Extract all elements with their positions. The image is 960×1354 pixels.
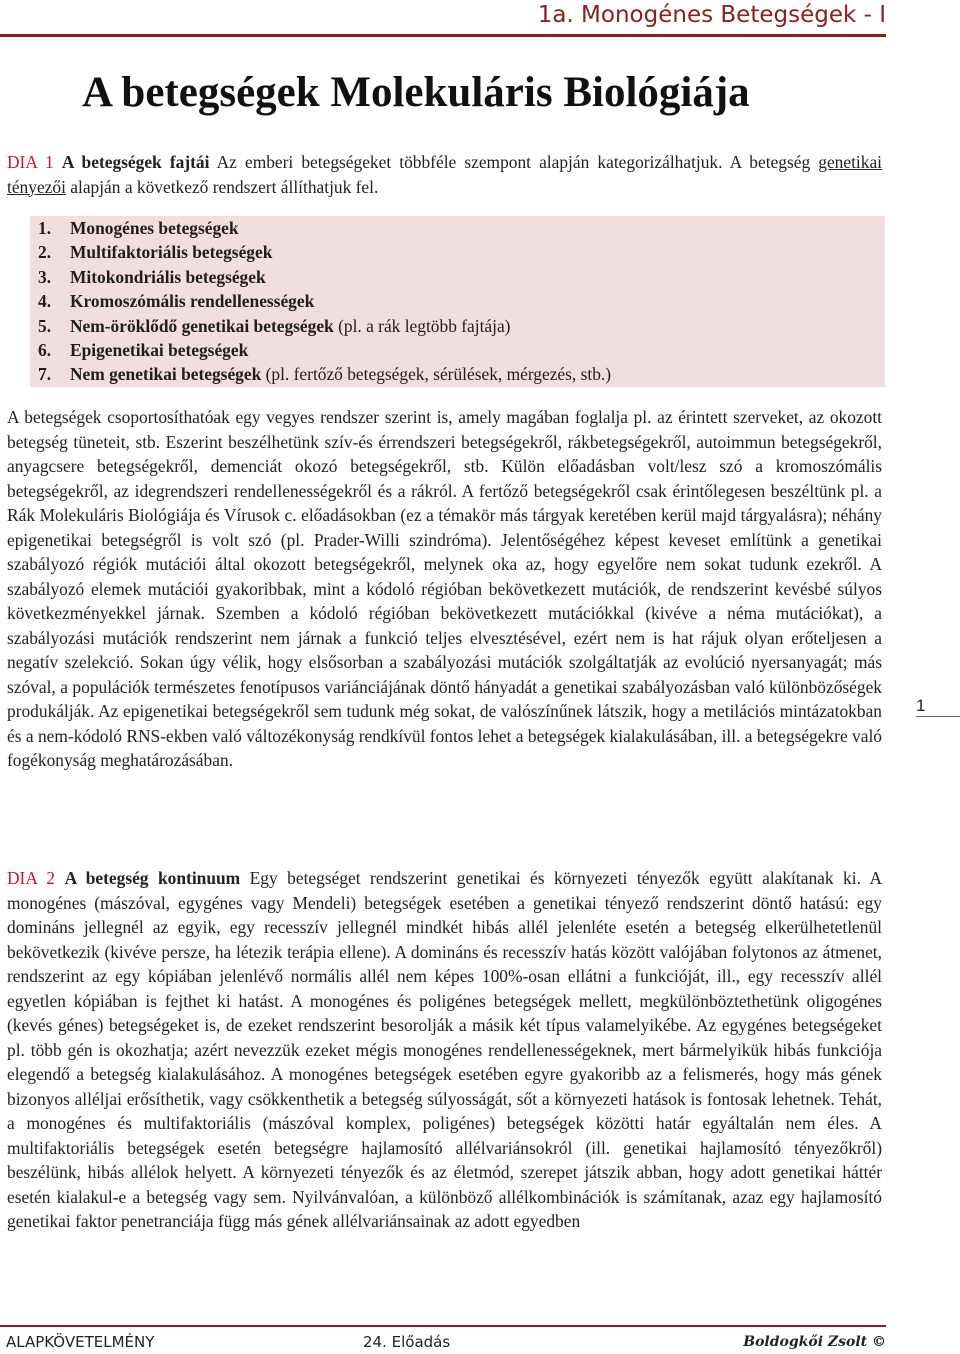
- list-item-number: 3.: [38, 266, 52, 287]
- list-item: [30, 289, 885, 313]
- list-item-number: 7.: [38, 364, 52, 385]
- list-item-name: Monogénes betegségek: [70, 218, 239, 238]
- list-item: [30, 240, 885, 264]
- running-header: [0, 0, 886, 37]
- list-item-name: Epigenetikai betegségek: [70, 340, 249, 361]
- dia1-label: DIA 1: [7, 152, 54, 172]
- list-item-number: 1.: [38, 218, 52, 238]
- page-number: 1: [916, 696, 926, 715]
- footer-author: Boldogkői Zsolt ©: [743, 1334, 886, 1350]
- list-item-name: Nem-öröklődő genetikai betegségek: [70, 315, 334, 336]
- dia2-heading: A betegség kontinuum: [64, 868, 241, 888]
- dia1-intro: [7, 150, 882, 199]
- running-title: 1a. Monogénes Betegségek - I: [537, 2, 886, 28]
- list-item: [30, 314, 885, 338]
- dia2-label: DIA 2: [7, 868, 56, 888]
- list-item-number: 6.: [38, 340, 52, 361]
- list-item: [30, 216, 885, 240]
- body-paragraph-1: A betegségek csoportosíthatóak egy vegyes rendszer szerint is, amely magában foglalja pl. az érintett szerveket, az okozott betegség tüneteit, stb. Eszerint beszélhetünk szív-és érrendszeri betegségekről, rákbetegségekről, autoimmun betegségekről, anyagcsere betegségekről, demenciát okozó betegségekről, stb. Külön előadásban volt/lesz szó a kromoszómális betegségekről, az idegrendszeri rendellenességekről és a rákról. A fertőző betegségekről csak érintőlegesen beszéltünk pl. a Rák Molekuláris Biológiája és Vírusok c. előadásokban (ez a témakör más tárgyak keretében kerül majd tárgyalásra); néhány epigenetikai betegségről is volt szó (pl. Prader-Willi szindróma). Jelentőségéhez képest keveset említünk a genetikai szabályozó régiók mutációi által okozott betegségekről, melynek oka az, hogy egyelőre nem sokat tudunk ezekről. A szabályozó elemek mutációi gyakoribbak, mint a kódoló régióban bekövetkezett mutációk, de rendszerint kevésbé súlyos következményekkel járnak. Szemben a kódoló régióban bekövetkezett mutációkkal (kivéve a néma mutációkat), a szabályozási mutációk rendszerint nem járnak a funkció teljes elvesztésével, ezért nem is hat rájuk olyan erőteljesen a negatív szelekció. Sokan úgy vélik, hogy elsősorban a szabályozási mutációk szolgáltatják az evolúció nyersanyagát; más szóval, a populációk természetes fenotípusos variánciájának döntő hányadát a genetikai szabályozásban való különbözőségek produkálják. Az epigenetikai betegségekről sem tudunk még sokat, de valószínűnek látszik, hogy a metilációs mintázatokban és a nem-kódoló RNS-ekben való változékonyság rendkívül fontos lehet a betegségek kialakulásában, ill. a betegségekre való fogékonyság meghatározásában.: [7, 407, 882, 770]
- category-list: [30, 216, 885, 387]
- page-number-rule: [916, 716, 960, 717]
- footer-left: ALAPKÖVETELMÉNY: [6, 1333, 155, 1351]
- list-item-number: 5.: [38, 315, 52, 336]
- list-item-note: (pl. a rák legtöbb fajtája): [338, 315, 511, 336]
- page-footer: [0, 1325, 886, 1354]
- dia1-heading: A betegségek fajtái: [61, 152, 210, 172]
- document-title: A betegségek Molekuláris Biológiája: [82, 69, 750, 116]
- list-item-name: Nem genetikai betegségek: [70, 364, 262, 385]
- list-item: [30, 338, 885, 362]
- dia2-paragraph: [7, 866, 882, 1234]
- list-item-note: (pl. fertőző betegségek, sérülések, mérgezés, stb.): [265, 364, 612, 385]
- dia2-text: Egy betegséget rendszerint genetikai és környezeti tényezők együtt alakítanak ki. A monogénes (mászóval, egygénes vagy Mendeli) betegségek esetében a genetikai tényező rendszerint döntő hatású: egy domináns jellegnél az egyik, egy recesszív jellegnél mindkét hibás allél jelenléte esetén a betegség elkerülhetetlenül bekövetkezik (kivéve persze, ha létezik terápia ellene). A domináns és recesszív hatás között valójában folytonos az átmenet, rendszerint az egy kópiában jelenlévő normális allél nem képes 100%-osan ellátni a funkcióját, ill., egy recesszív allél egyetlen kópiában is fejthet ki hatást. A monogénes és poligénes betegségek mellett, megkülönböztethetünk oligogénes (kevés génes) betegségeket is, de ezeket rendszerint besorolják a másik két típus valamelyikébe. Az egygénes betegségeket pl. több gén is okozhatja; azért nevezzük ezeket mégis monogénes rendellenességeknek, mert bármelyikük hibás funkciója elegendő a betegség kialakulásához. A monogénes betegségek esetében egyre gyakoribb az a felismerés, hogy más gének bizonyos alléljai erősíthetik, vagy csökkenthetik a betegség súlyosságát, sőt a környezeti hatások is fontosak lehetnek. Tehát, a monogénes és multifaktoriális (mászóval komplex, poligénes) betegségek közötti határ egyáltalán nem éles. A multifaktoriális betegségek esetén betegségre hajlamosító allélvariánsokról (ill. genetikai hajlamosító tényezőkről) beszélünk, hibás allélok helyett. A környezeti tényezők és az életmód, szerepet játszik abban, hogy adott genetikai háttér esetén kialakul-e a betegség vagy sem. Nyilvánvalóan, a különböző allélkombinációk is számítanak, azaz egy hajlamosító genetikai faktor penetranciája függ más gének allélvariánsainak az adott egyedben: [7, 868, 882, 1231]
- list-item: [30, 265, 885, 289]
- dia1-text-a: Az emberi betegségeket többféle szempont alapján kategorizálhatjuk. A betegség: [216, 152, 811, 172]
- list-item-name: Mitokondriális betegségek: [70, 266, 266, 287]
- list-item-number: 2.: [38, 242, 52, 263]
- list-item: [30, 362, 885, 386]
- list-item-number: 4.: [38, 291, 52, 312]
- dia1-text-b: alapján a következő rendszert állíthatjuk fel.: [70, 176, 379, 197]
- list-item-name: Multifaktoriális betegségek: [70, 242, 273, 263]
- dia1-text-underlined: genetikai tényezői: [7, 152, 883, 197]
- list-item-name: Kromoszómális rendellenességek: [70, 291, 315, 312]
- footer-center: 24. Előadás: [363, 1333, 451, 1351]
